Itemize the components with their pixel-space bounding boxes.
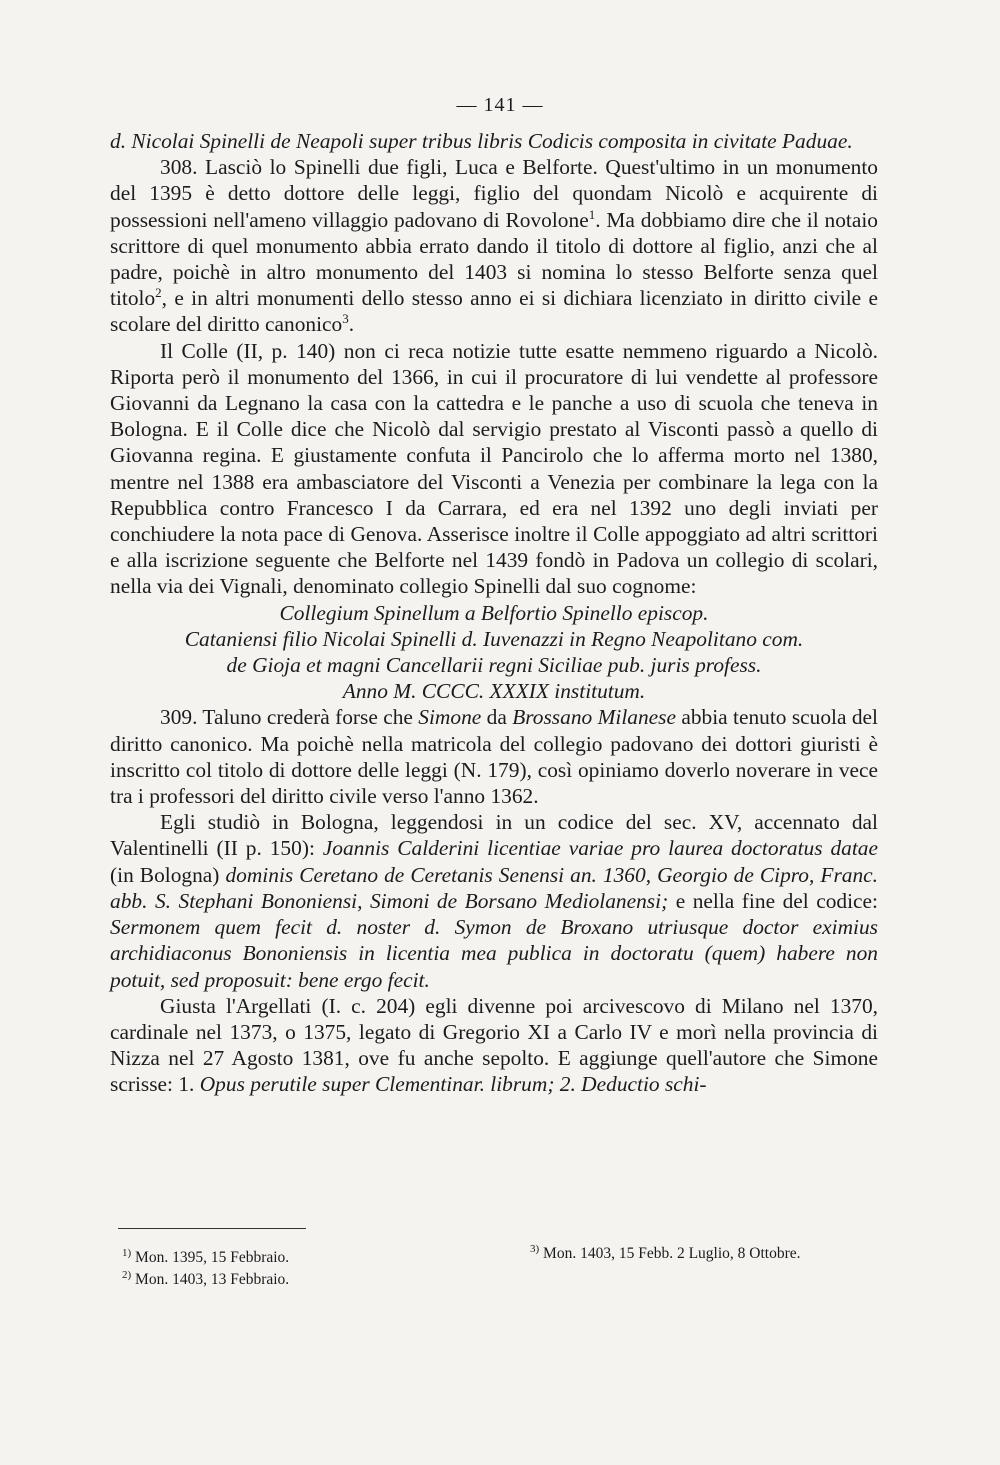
place-name: Brossano Milanese xyxy=(512,705,676,730)
footnote-mark: 2) xyxy=(122,1268,132,1281)
text-segment: Giusta l'Argellati (I. c. 204) egli divenne poi arcivescovo di Milano nel 1370, cardinale nel 1373, o 1375, legato di Gregorio XI a Carlo IV e morì nella provincia di Nizza nel 27 Agosto 1381, ove fu anche sepolto. E aggiunge quell'autore che Simone scrisse: 1. xyxy=(110,993,878,1097)
footnote-3 xyxy=(530,1244,801,1264)
text-segment: 309. Taluno crederà forse che xyxy=(160,705,413,730)
text-segment: Egli studiò in Bologna, leggendosi in un codice del sec. XV, accennato dal Valentinelli (II p. 150): xyxy=(110,810,878,861)
footnote-2 xyxy=(122,1270,289,1290)
text-segment: . xyxy=(348,312,355,337)
text-segment: 308. Lasciò lo Spinelli due figli, Luca e Belforte. Quest'ultimo in un monumento del 1395 è detto dottore delle leggi, figlio del quondam Nicolò e acquirente di possessioni nell'ameno villaggio padovano di Rovolone xyxy=(110,155,878,232)
inscription-line-1: Collegium Spinellum a Belfortio Spinello episcop. xyxy=(279,600,709,625)
footnote-text: Mon. 1395, 15 Febbraio. xyxy=(135,1249,290,1266)
text-segment: . Ma dobbiamo dire che il notaio scrittore di quel monumento abbia errato dando il titolo di dottore al figlio, anzi che al padre, poichè in altro monumento del 1403 si nomina lo stesso Belforte senza quel titolo xyxy=(110,207,878,311)
inscription-line-3: de Gioja et magni Cancellarii regni Siciliae pub. juris profess. xyxy=(226,653,762,678)
main-text xyxy=(110,128,878,1098)
latin-quote: Opus perutile super Clementinar. librum; 2. Deductio schi- xyxy=(199,1072,707,1097)
latin-quote: Joannis Calderini licentiae variae pro laurea doctoratus datae xyxy=(322,836,878,861)
footnote-ref-1: 1 xyxy=(588,206,596,222)
paragraph-308-2: Il Colle (II, p. 140) non ci reca notizie tutte esatte nemmeno riguardo a Nicolò. Riporta però il monumento del 1366, in cui il procuratore di lui vendette al professore Giovanni da Legnano la casa con la cattedra e le panche a uso di scuola che teneva in Bologna. E il Colle dice che Nicolò dal servigio prestato al Visconti passò a quello di Giovanna regina. E giustamente confuta il Pancirolo che lo afferma morto nel 1380, mentre nel 1388 era ambasciatore del Visconti a Venezia per combinare la lega con la Repubblica contro Francesco I da Carrara, ed era nel 1392 uno degli inviati per conchiudere la nota pace di Genova. Asserisce inoltre il Colle appoggiato ad altri scrittori e alla iscrizione seguente che Belforte nel 1439 fondò in Padova un collegio di scolari, nella via dei Vignali, denominato collegio Spinelli dal suo cognome: xyxy=(110,338,878,599)
footnote-text: Mon. 1403, 15 Febb. 2 Luglio, 8 Ottobre. xyxy=(543,1245,801,1262)
text-segment: abbia tenuto scuola del diritto canonico. Ma poichè nella matricola del collegio padovano dei dottori giuristi è inscritto col titolo di dottore delle leggi (N. 179), così opiniamo doverlo noverare in vece tra i professori del diritto civile verso l'anno 1362. xyxy=(110,705,878,809)
footnote-1 xyxy=(122,1248,289,1268)
text-segment: e nella fine del codice: xyxy=(675,888,878,913)
latin-quote: habere non potuit, sed proposuit: bene ergo fecit. xyxy=(110,941,878,992)
text-segment: (in Bologna) xyxy=(110,862,220,887)
paragraph-309-2 xyxy=(110,809,878,992)
opening-lines: d. Nicolai Spinelli de Neapoli super tribus libris Codicis composita in civitate Paduae. xyxy=(110,129,853,153)
paragraph-308-1 xyxy=(110,154,878,337)
footnote-mark: 3) xyxy=(530,1242,540,1255)
latin-quote: Sermonem quem fecit d. noster d. Symon de Broxano utriusque doctor eximius archidiaconus Bononiensis in licentia mea publica in doctoratu xyxy=(110,915,878,966)
footnote-mark: 1) xyxy=(122,1246,132,1259)
person-name: Simone xyxy=(418,705,482,730)
text-segment: da xyxy=(486,705,507,730)
inscription-line-2: Cataniensi filio Nicolai Spinelli d. Iuvenazzi in Regno Neapolitano com. xyxy=(184,626,804,651)
paragraph-309-1 xyxy=(110,704,878,809)
page-number: — 141 — xyxy=(456,94,544,116)
latin-quote: dominis Ceretano de Ceretanis Senensi an. 1360, Georgio de Cipro, Franc. abb. S. Stephani Bononiensi, Simoni de Borsano Mediolanensi; xyxy=(110,862,878,913)
text-segment: (quem) xyxy=(704,941,766,966)
text-segment: , e in altri monumenti dello stesso anno ei si dichiara licenziato in diritto civile e scolare del diritto canonico xyxy=(110,286,878,337)
footnote-ref-2: 2 xyxy=(155,285,162,301)
footnote-rule xyxy=(118,1228,306,1229)
paragraph-309-3 xyxy=(110,993,878,1098)
inscription-line-4: Anno M. CCCC. XXXIX institutum. xyxy=(342,679,646,704)
footnote-ref-3: 3 xyxy=(342,311,349,327)
footnote-text: Mon. 1403, 13 Febbraio. xyxy=(135,1271,290,1288)
